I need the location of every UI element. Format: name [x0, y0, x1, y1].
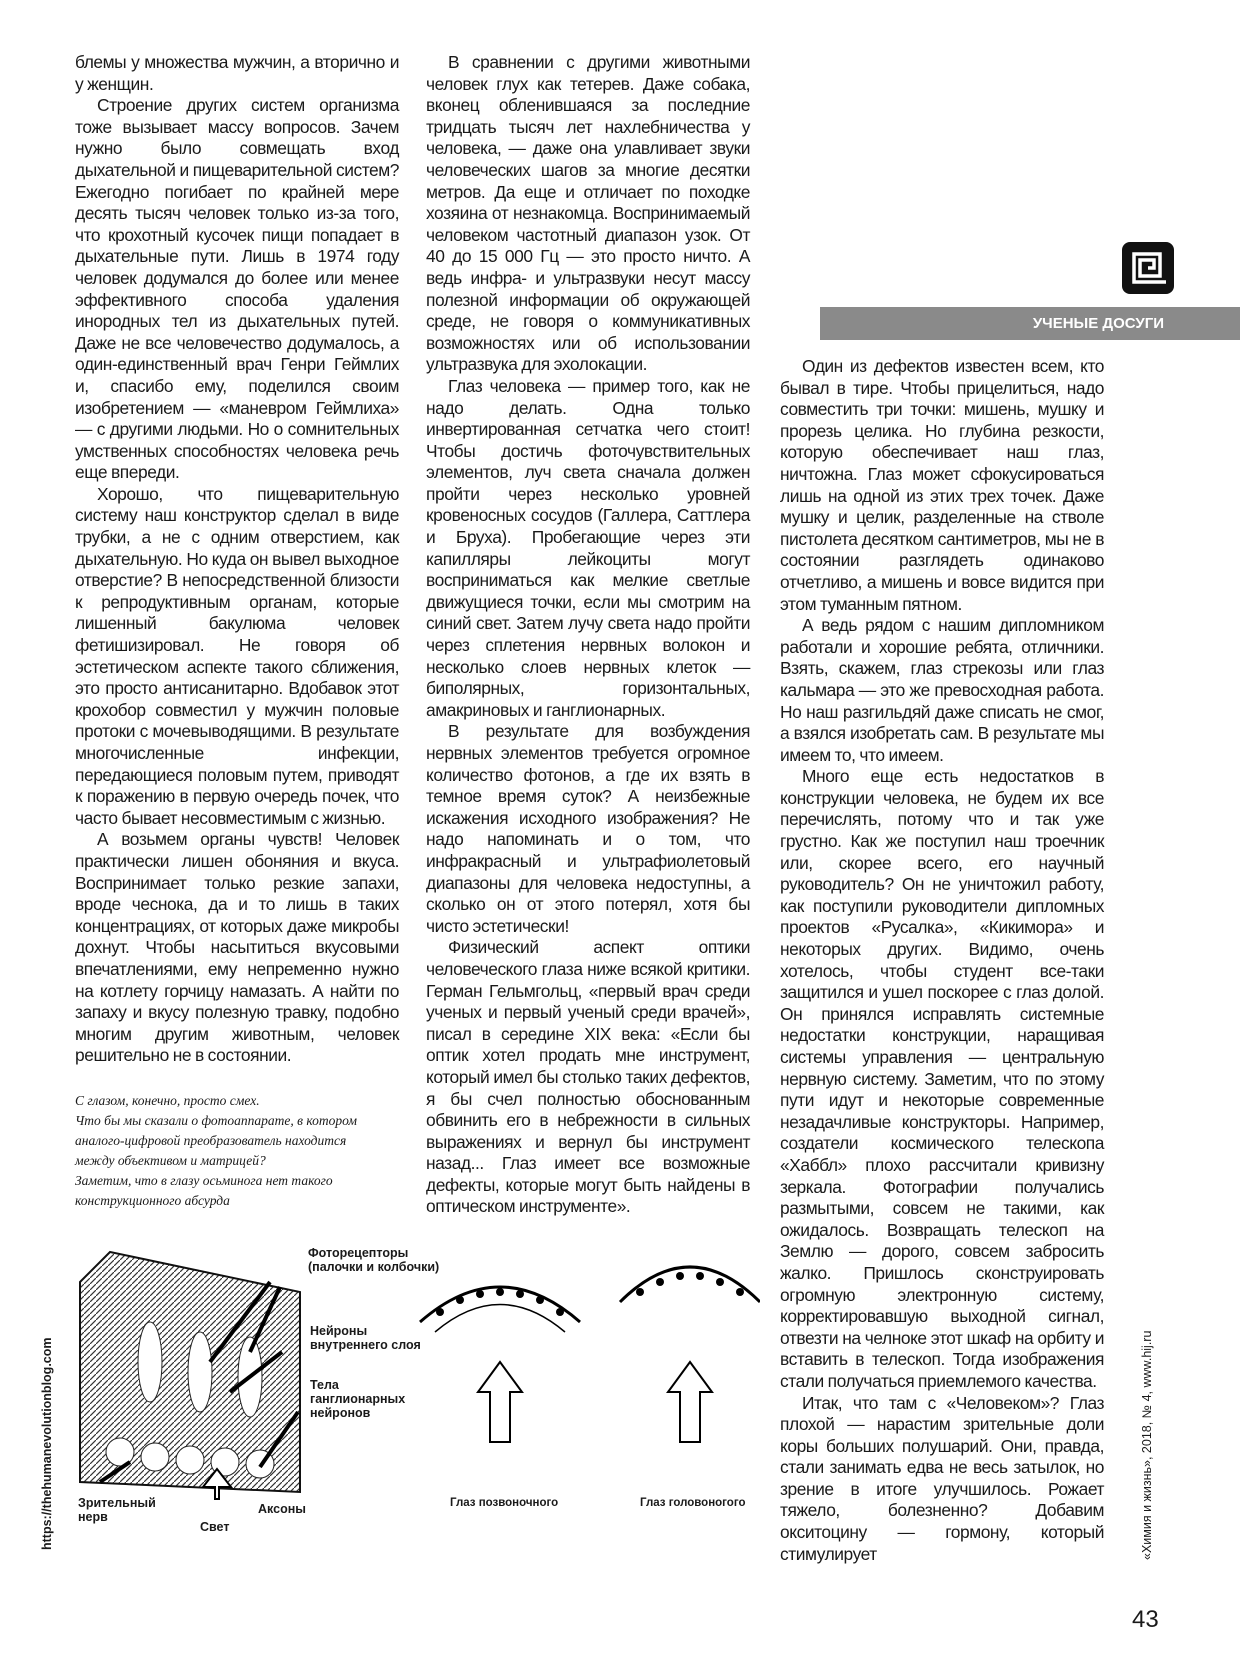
- column-2: [426, 52, 750, 1218]
- section-rubric: УЧЕНЫЕ ДОСУГИ: [820, 307, 1240, 340]
- label-inner-neurons: Нейроны внутреннего слоя: [310, 1324, 421, 1353]
- label-axons: Аксоны: [258, 1502, 306, 1517]
- paragraph: В результате для возбуждения нервных элементов требуется огромное количество фотонов, а где их взять в темное время суток? А неизбежные искажения исходного изображения? Не надо напоминать и о том, что инфракрасный и ультрафиолетовый диапазоны для человека недоступны, а сколько он от этого потерял, хотя бы чисто эстетически!: [426, 721, 750, 936]
- column-1: [75, 52, 399, 1067]
- label-light: Свет: [200, 1520, 230, 1535]
- figure-caption: [75, 1091, 399, 1211]
- caption-line: С глазом, конечно, просто смех.: [75, 1093, 260, 1109]
- image-source-url: https://thehumanevolutionblog.com: [40, 1337, 54, 1550]
- left-content-area: [75, 52, 750, 1542]
- paragraph: А возьмем органы чувств! Человек практически лишен обоняния и вкуса. Воспринимает только резкие запахи, вроде чеснока, да и то лишь в таких концентрациях, от которых даже микробы дохнут. Чтобы насытиться вкусовыми впечатлениями, ему непременно нужно на котлету горчицу намазать. А найти по запаху и вкусу полезную травку, подобно многим другим животным, человек решительно не в состоянии.: [75, 829, 399, 1066]
- caption-line: Что бы мы сказали о фотоаппарате, в котором: [75, 1113, 358, 1129]
- rubric-spiral-logo-icon: [1120, 240, 1176, 296]
- caption-line: Заметим, что в глазу осьминога нет такого: [75, 1173, 333, 1189]
- label-cephalopod-eye: Глаз головоногого: [640, 1497, 746, 1510]
- paragraph: Глаз человека — пример того, как не надо делать. Одна только инвертированная сетчатка чего стоит! Чтобы достичь фоточувствительных элементов, луч света сначала должен пройти через несколько уровней кровеносных сосудов (Галлера, Саттлера и Бруха). Пробегающие через эти капилляры лейкоциты могут восприниматься как мелкие светлые движущиеся точки, если мы смотрим на синий свет. Затем лучу света надо пройти через сплетения нервных волокон и несколько слоев нервных клеток — биполярных, горизонтальных, амакриновых и ганглионарных.: [426, 375, 750, 720]
- label-ganglion: Тела ганглионарных нейронов: [310, 1378, 406, 1421]
- paragraph: Строение других систем организма тоже вызывает массу вопросов. Зачем нужно было совмещать вход дыхательной и пищеварительной систем? Ежегодно погибает по крайней мере десять тысяч человек только из-за того, что крохотный кусочек пищи попадает в дыхательные пути. Лишь в 1974 году человек додумался до более или менее эффективного способа удаления инородных тел из дыхательных путей. Даже не все человечество додумалось, а один-единственный врач Генри Геймлих и, спасибо ему, поделился своим изобретением — «маневром Геймлиха» — с другими людьми. Но о сомнительных умственных способностях человека речь еще впереди.: [75, 95, 399, 483]
- caption-line: конструкционного абсурда: [75, 1193, 230, 1209]
- paragraph: Физический аспект оптики человеческого глаза ниже всякой критики. Герман Гельмгольц, «первый врач среди ученых и первый ученый среди врачей», писал в середине XIX века: «Если бы оптик хотел продать мне инструмент, который имел бы столько таких дефектов, я бы счел полностью обоснованным обвинить его в небрежности в сильных выражениях и вернул бы инструмент назад... Глаз имеет все возможные дефекты, которые могут быть найдены в оптическом инструменте».: [426, 937, 750, 1217]
- paragraph: В сравнении с другими животными человек глух как тетерев. Даже собака, вконец обленившаяся за последние тридцать тысяч лет нахлебничества у человека, — даже она улавливает звуки человеческих шагов за многие десятки метров. Да еще и отличает по походке хозяина от незнакомца. Воспринимаемый человеком частотный диапазон узок. От 40 до 15 000 Гц — это просто ничто. А ведь инфра- и ультразвуки несут массу полезной информации об окружающей среде, не говоря о коммуникативных возможностях или об использовании ультразвука для эхолокации.: [426, 52, 750, 375]
- paragraph: Хорошо, что пищеварительную систему наш конструктор сделал в виде трубки, а не с одним отверстием, как дыхательную. Но куда он вывел выходное отверстие? В непосредственной близости к репродуктивным органам, которые лишенный бакулюма человек фетишизировал. Не говоря об эстетическом аспекте такого сближения, это просто антисанитарно. Вдобавок этот крохобор совместил у мужчин половые протоки с мочевыводящими. В результате многочисленные инфекции, передающиеся половым путем, приводят к поражению в первую очередь почек, что часто бывает несовместимым с жизнью.: [75, 483, 399, 828]
- retina-illustration: [60, 1242, 760, 1535]
- caption-line: между объективом и матрицей?: [75, 1153, 266, 1169]
- page-number: 43: [1132, 1606, 1159, 1633]
- label-photoreceptors: Фоторецепторы (палочки и колбочки): [308, 1246, 440, 1275]
- column-3: [780, 356, 1104, 1565]
- journal-footer: «Химия и жизнь», 2018, № 4, www.hij.ru: [1140, 1330, 1154, 1560]
- paragraph: блемы у множества мужчин, а вторично и у женщин.: [75, 52, 399, 94]
- label-vertebrate-eye: Глаз позвоночного: [450, 1497, 559, 1510]
- paragraph: Один из дефектов известен всем, кто бывал в тире. Чтобы прицелиться, надо совместить три точки: мишень, мушку и прорезь целика. Но глубина резкости, которую обеспечивает наш глаз, ничтожна. Глаз может сфокусироваться лишь на одной из этих трех точек. Даже мушку и целик, разделенные на стволе пистолета десятком сантиметров, мы не в состоянии разглядеть одинаково отчетливо, а мишень и вовсе видится при этом туманным пятном.: [780, 356, 1104, 614]
- paragraph: Много еще есть недостатков в конструкции человека, не будем их все перечислять, потому что и так уже грустно. Как же поступил наш троечник или, скорее всего, его научный руководитель? Он не уничтожил работу, как поступили руководители дипломных проектов «Русалка», «Кикимора» и некоторых других. Видимо, очень хотелось, чтобы студент все-таки защитился и ушел поскорее с глаз долой. Он принялся исправлять системные недостатки конструкции, наращивая системы управления — центральную нервную систему. Заметим, что по этому пути идут и некоторые современные незадачливые конструкторы. Например, создатели космического телескопа «Хаббл» плохо рассчитали кривизну зеркала. Фотографии получались размытыми, совсем не такими, как ожидалось. Возвращать телескоп на Землю — дорого, совсем забросить жалко. Пришлось сконструировать огромную электронную систему, корректировавшую выходной сигнал, отвезти на челноке этот шкаф на орбиту и вставить в телескоп. Тогда изображения стали получаться приемлемого качества.: [780, 766, 1104, 1391]
- caption-line: аналого-цифровой преобразователь находится: [75, 1133, 347, 1149]
- paragraph: Итак, что там с «Человеком»? Глаз плохой — нарастим зрительные доли коры больших полушарий. Они, правда, стали занимать едва не весь затылок, но зрение в итоге улучшилось. Рожает тяжело, болезненно? Добавим окситоцину — гормону, который стимулирует: [780, 1392, 1104, 1564]
- label-optic-nerve: Зрительный нерв: [78, 1496, 156, 1525]
- paragraph: А ведь рядом с нашим дипломником работали и хорошие ребята, отличники. Взять, скажем, глаз стрекозы или глаз кальмара — это же превосходная работа. Но наш разгильдяй даже списать не смог, а взялся изобретать сам. В результате мы имеем то, что имеем.: [780, 615, 1104, 765]
- retina-figure: [60, 1242, 760, 1542]
